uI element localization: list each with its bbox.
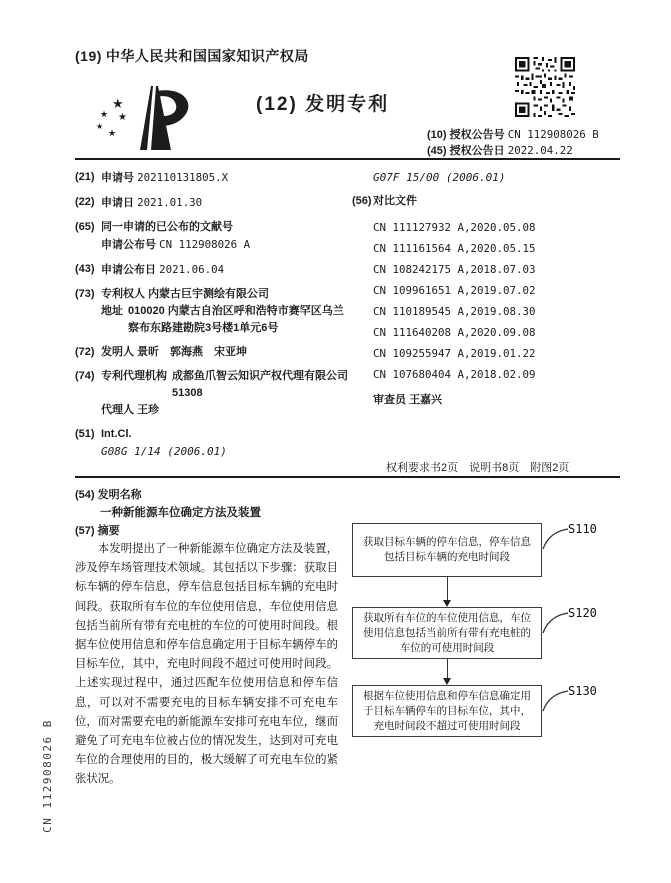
abstract-text: 本发明提出了一种新能源车位确定方法及装置，涉及停车场管理技术领域。其包括以下步骤：获取目标车辆的停车信息，停车信息包括目标车辆的充电时间段。获取所有车位的车位使用信息，车位使用信息包括当前所有带有充电桩的车位的可使用时间段。根据车位使用信息和停车信息确定用于目标车辆停车的目标车位，其中，充电时间段不超过可使用时间段。上述实现过程中，通过匹配车位使用信息和停车信息，可以对不需要充电的目标车辆安排不可充电车位，而对需要充电的新能源车安排可充电车位，继而避免了可充电车位被占位的情况发生，达到对可充电车位的合理使用的目的，极大缓解了可充电车位的紧张状况。 [75,543,338,786]
svg-text:★: ★ [100,109,109,119]
field-code: (72) [75,346,95,358]
agent-line [101,402,351,419]
svg-text:★: ★ [108,128,117,138]
agency-name: 成都鱼爪智云知识产权代理有限公司 51308 [172,370,348,399]
citation-item: CN 111161564 A,2020.05.15 [373,242,536,255]
field-examiner [352,392,622,409]
svg-text:★: ★ [96,122,104,131]
address-value: 010020 内蒙古自治区呼和浩特市赛罕区乌兰察布东路建勘院3号楼1单元6号 [128,305,344,334]
field-publication-date [75,261,351,279]
qr-code-icon [515,57,575,117]
address-label: 地址 [101,305,123,317]
field-label: Int.Cl. [101,428,132,440]
field-value: CN 112908026 A [159,238,251,251]
grant-number-value: CN 112908026 B [507,128,599,141]
field-label: 专利代理机构 [101,370,167,382]
ipc-code-19: (19) [75,48,102,64]
flowchart-step-label: S130 [568,684,597,698]
patentee-name: 内蒙古巨宇测绘有限公司 [148,288,270,300]
flowchart-step-box [352,523,542,577]
flowchart-step-box [352,685,542,737]
field-citations [352,193,622,210]
field-value: 202110131805.X [137,171,229,184]
citation-item: CN 111127932 A,2020.05.08 [373,221,536,234]
flowchart-step-text: 根据车位使用信息和停车信息确定用于目标车辆停车的目标车位，其中，充电时间段不超过可使用时间段 [363,689,531,732]
field-application-date [75,194,351,212]
examiner-label: 审查员 [373,394,406,406]
flowchart-step-text: 获取所有车位的车位使用信息，车位使用信息包括当前所有带有充电桩的车位的可使用时间段 [363,611,531,654]
citation-item: CN 110189545 A,2019.08.30 [373,305,536,318]
grant-date-value: 2022.04.22 [507,144,573,157]
field-inventors [75,344,351,361]
examiner-name: 王嘉兴 [409,394,443,406]
field-code: (43) [75,263,95,275]
field-code: (74) [75,370,95,382]
arrow-head [443,678,451,685]
field-invention-title [75,486,142,502]
arrow-shaft [447,659,448,679]
side-document-number: CN 112908026 B [41,719,54,833]
flowchart-figure [340,510,671,775]
grant-publication-date [427,142,573,158]
biblio-left-column [75,169,351,468]
field-abstract [75,522,120,538]
flowchart-step-text: 获取目标车辆的停车信息，停车信息包括目标车辆的充电时间段 [363,536,531,563]
field-code: (56) [352,195,372,207]
field-label: 申请号 [101,172,134,184]
grant-date-label: (45) 授权公告日 [427,145,505,157]
document-pages-info: 权利要求书2页 说明书8页 附图2页 [386,462,570,474]
document-type-heading [256,89,389,116]
flowchart-step-label: S110 [568,522,597,536]
leader-line [540,611,570,635]
leader-line [540,689,570,713]
field-label: 摘要 [97,525,120,537]
citation-list [352,217,622,385]
field-code: (51) [75,428,95,440]
field-code: (73) [75,288,95,300]
field-int-cl [75,426,351,461]
field-label: 申请日 [101,197,134,209]
cnipa-logo-icon [94,84,206,154]
field-patentee [75,286,351,337]
field-application-number [75,169,351,187]
citation-item: CN 111640208 A,2020.09.08 [373,326,536,339]
issuing-office-name: 中华人民共和国国家知识产权局 [105,48,309,64]
field-value: 2021.06.04 [159,263,225,276]
field-label: 发明名称 [97,489,142,501]
arrow-head [443,600,451,607]
field-sublabel: 申请公布号 [101,239,156,251]
field-label: 专利权人 [101,288,145,300]
biblio-divider [75,476,620,478]
flowchart-step-label: S120 [568,606,597,620]
document-type-label: 发明专利 [305,94,390,115]
field-code: (21) [75,171,95,183]
agent-label: 代理人 [101,404,134,416]
issuing-office-line [75,46,309,66]
ipc-class-code: G08G 1/14 (2006.01) [101,445,227,458]
flowchart-step-box [352,607,542,659]
flowchart-arrow [443,577,452,607]
flowchart-arrow [443,659,452,685]
agency-line [101,368,351,402]
citation-item: CN 108242175 A,2018.07.03 [373,263,536,276]
field-label: 申请公布日 [101,264,156,276]
field-label: 同一申请的已公布的文献号 [101,221,233,233]
citation-item: CN 107680404 A,2018.02.09 [373,368,536,381]
arrow-shaft [447,577,448,601]
grant-number-label: (10) 授权公告号 [427,129,505,141]
field-code: (57) [75,525,95,537]
field-agency [75,368,351,419]
field-code: (65) [75,221,95,233]
agent-name: 王珍 [137,404,160,416]
citation-item: CN 109961651 A,2019.07.02 [373,284,536,297]
header-divider [75,158,620,160]
patentee-address [101,303,351,337]
field-value: 2021.01.30 [137,196,203,209]
citation-item: CN 109255947 A,2019.01.22 [373,347,536,360]
field-code: (22) [75,196,95,208]
inventor-names: 景昕 郭海燕 宋亚坤 [137,346,248,358]
leader-line [540,527,570,551]
field-prior-publication [75,219,351,254]
biblio-right-column [352,169,622,409]
grant-publication-number [427,126,599,142]
svg-text:★: ★ [112,96,124,111]
invention-title: 一种新能源车位确定方法及装置 [100,507,261,519]
field-label: 发明人 [101,346,134,358]
svg-text:★: ★ [118,112,127,123]
field-label: 对比文件 [373,195,417,207]
ipc-class-code-right: G07F 15/00 (2006.01) [373,171,506,184]
field-code: (54) [75,489,95,501]
ipc-code-12: (12) [256,94,298,115]
